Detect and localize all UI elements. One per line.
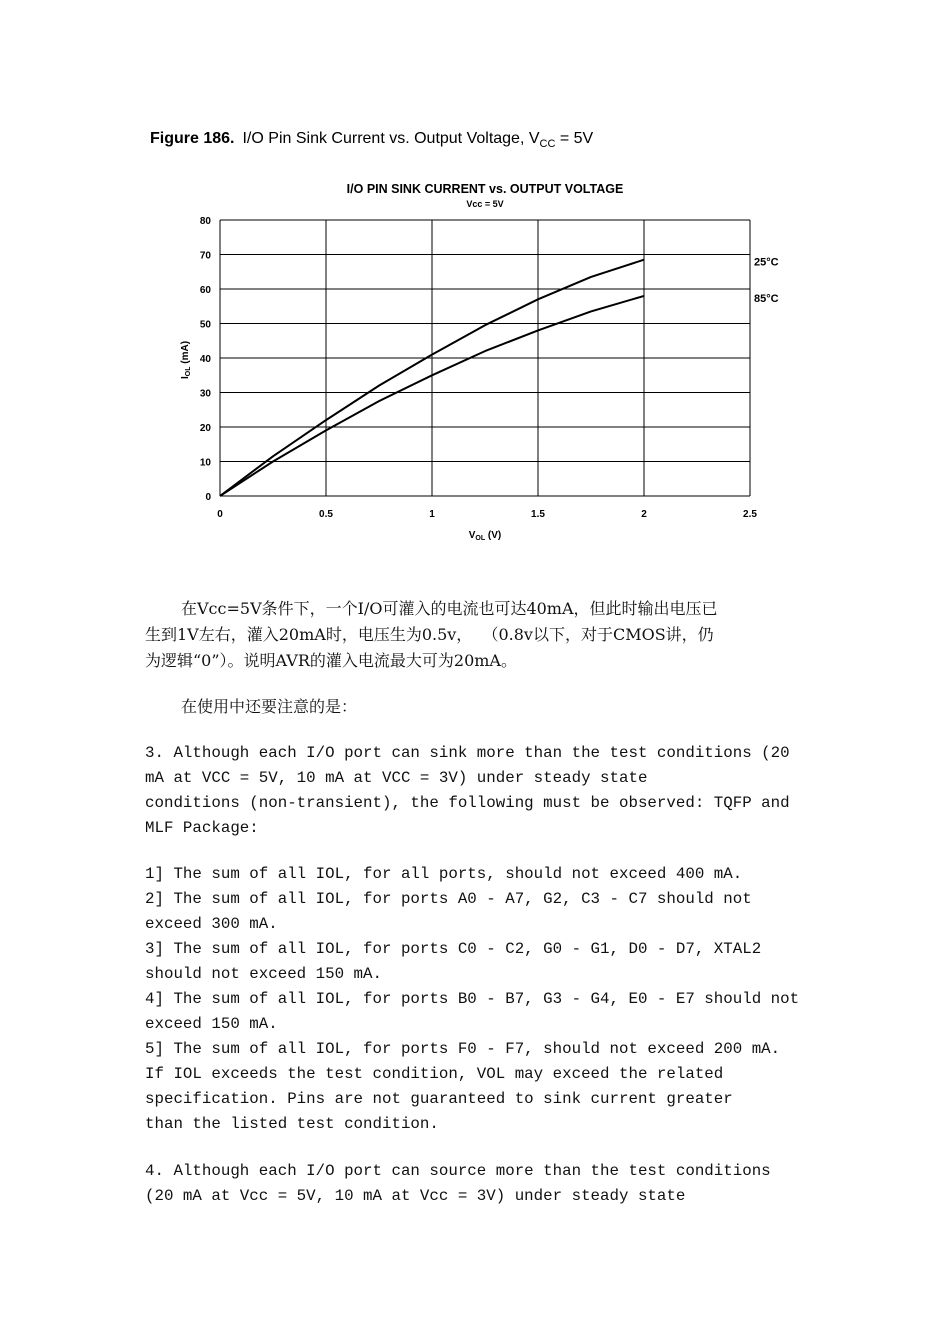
- text-line: mA at VCC = 5V, 10 mA at VCC = 3V) under steady state: [145, 769, 648, 787]
- text-line: If IOL exceeds the test condition, VOL may exceed the related: [145, 1065, 724, 1083]
- y-axis-label: [180, 341, 192, 379]
- text-line: 1] The sum of all IOL, for all ports, should not exceed 400 mA.: [145, 865, 743, 883]
- text-line: 5] The sum of all IOL, for ports F0 - F7, should not exceed 200 mA.: [145, 1040, 781, 1058]
- x-axis-label-subscript: OL: [475, 535, 486, 542]
- figure-title-tail: = 5V: [555, 130, 594, 147]
- y-axis-label-subscript: OL: [185, 366, 192, 377]
- paragraph-line: 为逻辑“0”）。说明AVR的灌入电流最大可为20mA。: [145, 651, 517, 670]
- text-line: conditions (non-transient), the following must be observed: TQFP and: [145, 794, 790, 812]
- y-tick-label: 80: [199, 216, 211, 227]
- paragraph-line: 在Vcc=5V条件下，一个I/O可灌入的电流也可达40mA，但此时输出电压已: [181, 599, 718, 618]
- paragraph-line: 生到1V左右，灌入20mA时，电压生为0.5v， （0.8v以下，对于CMOS讲，仍: [145, 625, 714, 644]
- y-tick-label: 20: [199, 423, 211, 434]
- x-tick-label: 1.5: [531, 509, 545, 520]
- text-line: 4. Although each I/O port can source more than the test conditions: [145, 1162, 771, 1180]
- x-tick-label: 0.5: [319, 509, 333, 520]
- text-line: 2] The sum of all IOL, for ports A0 - A7, G2, C3 - C7 should not: [145, 890, 752, 908]
- y-axis-label-unit: (mA): [180, 340, 191, 367]
- series-label: 85°C: [754, 292, 779, 305]
- text-line: (20 mA at Vcc = 5V, 10 mA at Vcc = 3V) under steady state: [145, 1187, 686, 1205]
- figure-number: Figure 186.: [150, 130, 235, 147]
- x-tick-label: 0: [217, 509, 223, 520]
- text-line: 3. Although each I/O port can sink more than the test conditions (20: [145, 744, 790, 762]
- y-tick-label: 50: [199, 319, 211, 331]
- y-tick-label: 10: [199, 457, 211, 469]
- chart-subtitle: Vcc = 5V: [466, 199, 504, 209]
- sink-current-chart: [140, 170, 820, 550]
- y-axis-label-symbol: I: [180, 376, 191, 380]
- note-4: [145, 1159, 771, 1209]
- x-axis-label: [469, 530, 502, 542]
- text-line: 4] The sum of all IOL, for ports B0 - B7, G3 - G4, E0 - E7 should not: [145, 990, 800, 1008]
- y-tick-label: 60: [199, 285, 211, 296]
- x-tick-label: 1: [429, 509, 435, 520]
- y-tick-label: 40: [199, 354, 211, 365]
- iol-limits-list: [145, 862, 799, 1137]
- y-tick-label: 70: [199, 250, 211, 262]
- chart-title: I/O PIN SINK CURRENT vs. OUTPUT VOLTAGE: [346, 182, 624, 196]
- figure-title: I/O Pin Sink Current vs. Output Voltage, V: [242, 130, 540, 147]
- chinese-paragraph: [145, 596, 718, 674]
- text-line: specification. Pins are not guaranteed to sink current greater: [145, 1090, 733, 1108]
- text-line: exceed 150 mA.: [145, 1015, 278, 1033]
- x-axis-label-unit: (V): [485, 530, 502, 541]
- note-3: [145, 741, 790, 841]
- x-tick-label: 2: [641, 509, 647, 520]
- text-line: than the listed test condition.: [145, 1115, 439, 1133]
- chart-series-labels: [754, 257, 779, 305]
- series-label: 25°C: [754, 256, 779, 269]
- y-tick-label: 0: [205, 492, 211, 503]
- y-tick-label: 30: [199, 388, 211, 400]
- y-tick-labels: [200, 216, 212, 503]
- text-line: should not exceed 150 mA.: [145, 965, 382, 983]
- chinese-note-heading: [145, 694, 357, 720]
- x-tick-label: 2.5: [743, 509, 757, 520]
- text-line: exceed 300 mA.: [145, 915, 278, 933]
- x-axis-label-symbol: V: [468, 530, 476, 541]
- text-line: MLF Package:: [145, 819, 259, 837]
- figure-caption: [150, 130, 593, 150]
- figure-title-subscript: CC: [539, 138, 556, 151]
- chart-grid: [220, 220, 750, 496]
- text-line: 3] The sum of all IOL, for ports C0 - C2, G0 - G1, D0 - D7, XTAL2: [145, 940, 762, 958]
- x-tick-labels: [217, 509, 757, 520]
- note-heading-text: 在使用中还要注意的是：: [181, 697, 358, 716]
